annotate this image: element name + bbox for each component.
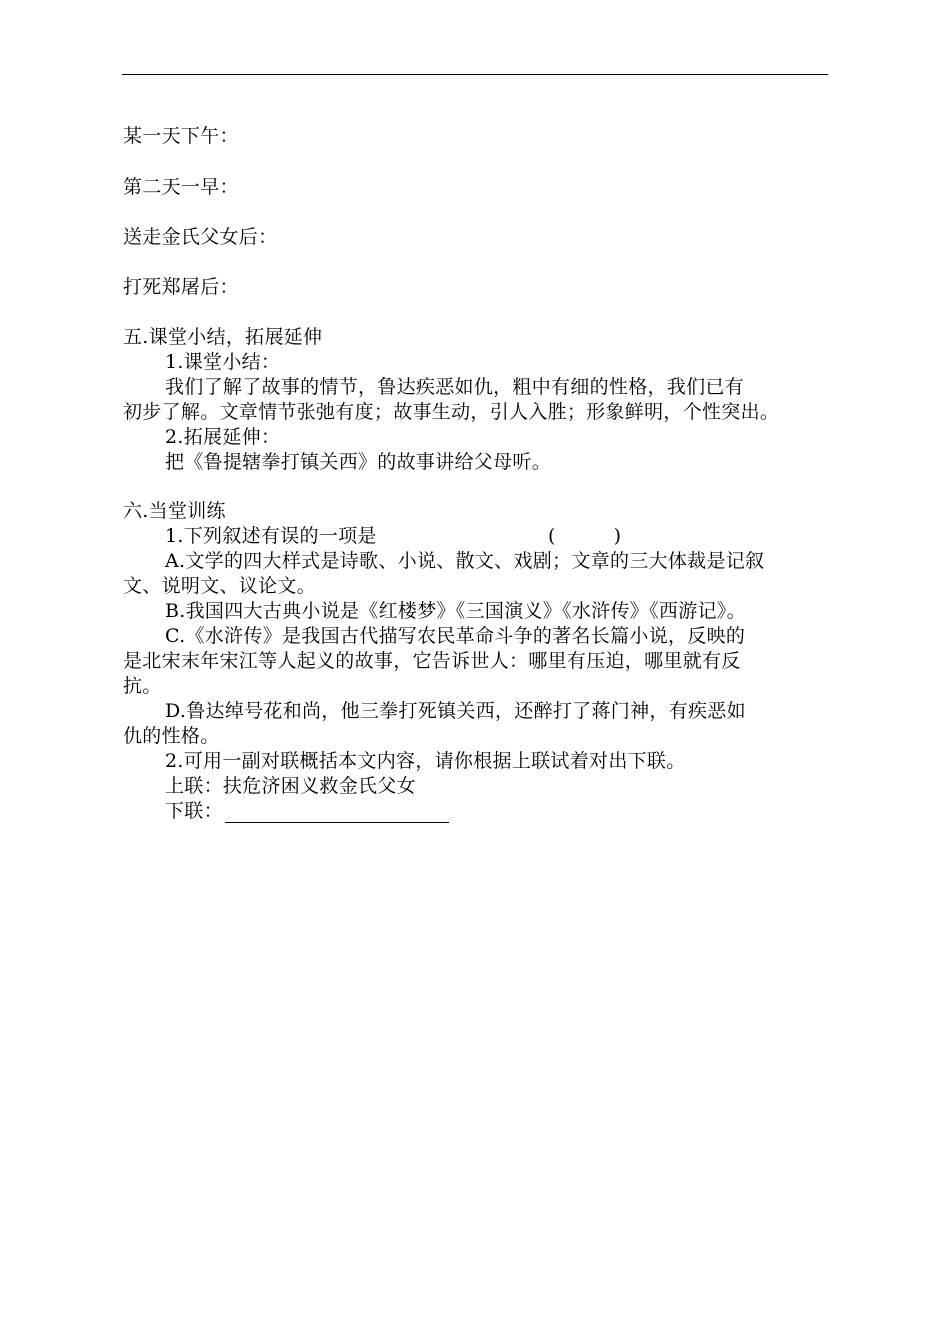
timeline-next-morning: 第二天一早： — [123, 176, 239, 198]
option-c-line-2: 是北宋末年宋江等人起义的故事，它告诉世人：哪里有压迫，哪里就有反 — [123, 650, 741, 672]
option-d-line-2: 仇的性格。 — [123, 725, 220, 747]
timeline-after-killing: 打死郑屠后： — [123, 276, 239, 298]
option-a-line-2: 文、说明文、议论文。 — [123, 575, 317, 597]
extension-text: 把《鲁提辖拳打镇关西》的故事讲给父母听。 — [165, 451, 552, 473]
summary-line-1: 我们了解了故事的情节，鲁达疾恶如仇，粗中有细的性格，我们已有 — [165, 376, 745, 398]
section5-title: 五.课堂小结，拓展延伸 — [123, 326, 323, 348]
timeline-afternoon: 某一天下午： — [123, 125, 239, 147]
option-d-line-1: D.鲁达绰号花和尚，他三拳打死镇关西，还醉打了蒋门神，有疾恶如 — [165, 700, 746, 722]
extension-heading: 2.拓展延伸： — [165, 426, 281, 448]
section6-title: 六.当堂训练 — [123, 500, 226, 522]
answer-parentheses: ( ) — [548, 525, 622, 547]
option-c-line-1: C.《水浒传》是我国古代描写农民革命斗争的著名长篇小说，反映的 — [165, 625, 746, 647]
summary-heading: 1.课堂小结： — [165, 351, 281, 373]
timeline-after-send-off: 送走金氏父女后： — [123, 226, 278, 248]
lower-couplet-answer-blank[interactable] — [225, 802, 449, 823]
lower-couplet-row — [165, 799, 449, 823]
summary-line-2: 初步了解。文章情节张弛有度；故事生动，引人入胜；形象鲜明，个性突出。 — [123, 401, 780, 423]
question-2-stem: 2.可用一副对联概括本文内容，请你根据上联试着对出下联。 — [165, 750, 686, 772]
question-1-stem: 1.下列叙述有误的一项是 — [165, 525, 377, 547]
lower-couplet-label: 下联： — [165, 800, 223, 822]
option-a-line-1: A.文学的四大样式是诗歌、小说、散文、戏剧；文章的三大体裁是记叙 — [165, 550, 765, 572]
option-b: B.我国四大古典小说是《红楼梦》《三国演义》《水浒传》《西游记》。 — [165, 600, 746, 622]
upper-couplet: 上联：扶危济困义救金氏父女 — [165, 775, 416, 797]
header-rule — [122, 74, 828, 75]
option-c-line-3: 抗。 — [123, 675, 162, 697]
